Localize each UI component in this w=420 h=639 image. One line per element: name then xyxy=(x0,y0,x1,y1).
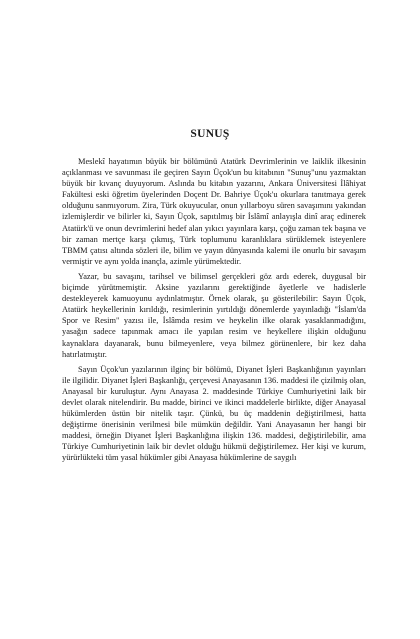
paragraph-1: Meslekî hayatımın büyük bir bölümünü Atatürk Devrimlerinin ve laiklik ilkesinin açıklanması ve savunması ile geçiren Sayın Üçok'un bu kitabının "Sunuş"unu yazmaktan büyük bir kıvanç duyuyorum. Aslında bu kitabın yazarını, Ankara Üniversitesi İlâhiyat Fakültesi eski öğretim üyelerinden Doçent Dr. Bahriye Üçok'u okurlara tanıtmaya gerek olduğunu sanmıyorum. Zira, Türk okuyucular, onun yıllarboyu süren savaşımını yakından izlemişlerdir ve bilirler ki, Sayın Üçok, sapıtılmış bir İslâmî anlayışla dinî araç edinerek Atatürk'ü ve onun devrimlerini hedef alan yıkıcı yayınlara karşı, çoğu zaman tek başına ve bir zaman mertçe karşı çıkmış, Türk toplumunu karanlıklara sürüklemek isteyenlere TBMM çatısı altında sözleri ile, bilim ve yayın dünyasında kalemi ile onurlu bir savaşım vermiştir ve aynı yolda inançla, azimle yürümektedir. xyxy=(62,157,366,266)
paragraph-3: Sayın Üçok'un yazılarının ilginç bir bölümü, Diyanet İşleri Başkanlığının yayınları ile ilgilidir. Diyanet İşleri Başkanlığı, çerçevesi Anayasanın 136. maddesi ile çizilmiş olan, Anayasal bir kuruluştur. Aynı Anayasa 2. maddesinde Türkiye Cumhuriyetini laik bir devlet olarak nitelendirir. Bu madde, birinci ve ikinci maddelerle birlikte, diğer Anayasal hükümlerden üstün bir nitelik taşır. Çünkü, bu üç maddenin değiştirilmesi, hatta değiştirme önerisinin verilmesi bile mümkün değildir. Yani Anayasanın her hangi bir maddesi, örneğin Diyanet İşleri Başkanlığına ilişkin 136. maddesi, değiştirilebilir, ama Türkiye Cumhuriyetinin laik bir devlet olduğu hükmü değiştirilemez. Her kişi ve kurum, yürürlükteki tüm yasal hükümler gibi Anayasa hükümlerine de saygılı xyxy=(62,364,366,463)
paragraph-2: Yazar, bu savaşını, tarihsel ve bilimsel gerçekleri göz ardı ederek, duygusal bir biçimde yürütmemiştir. Aksine yazılarını gerektiğinde âyetlerle ve hadislerle destekleyerek kamuoyunu aydınlatmıştır. Örnek olarak, şu gösterilebilir: Sayın Üçok, Atatürk heykellerinin kırıldığı, resimlerinin yırtıldığı dönemlerde yayınladığı "İslam'da Spor ve Resim" yazısı ile, İslâmda resim ve heykelin ilke olarak yasaklanmadığını, yasağın sadece tapınmak amacı ile yapılan resim ve heykellere ilişkin olduğunu kaynaklara dayanarak, bunu bilmeyenlere, veya bilmez görünenlere, bir kez daha hatırlatmıştır. xyxy=(62,271,366,359)
body-text xyxy=(62,156,366,468)
section-title: SUNUŞ xyxy=(190,128,230,140)
